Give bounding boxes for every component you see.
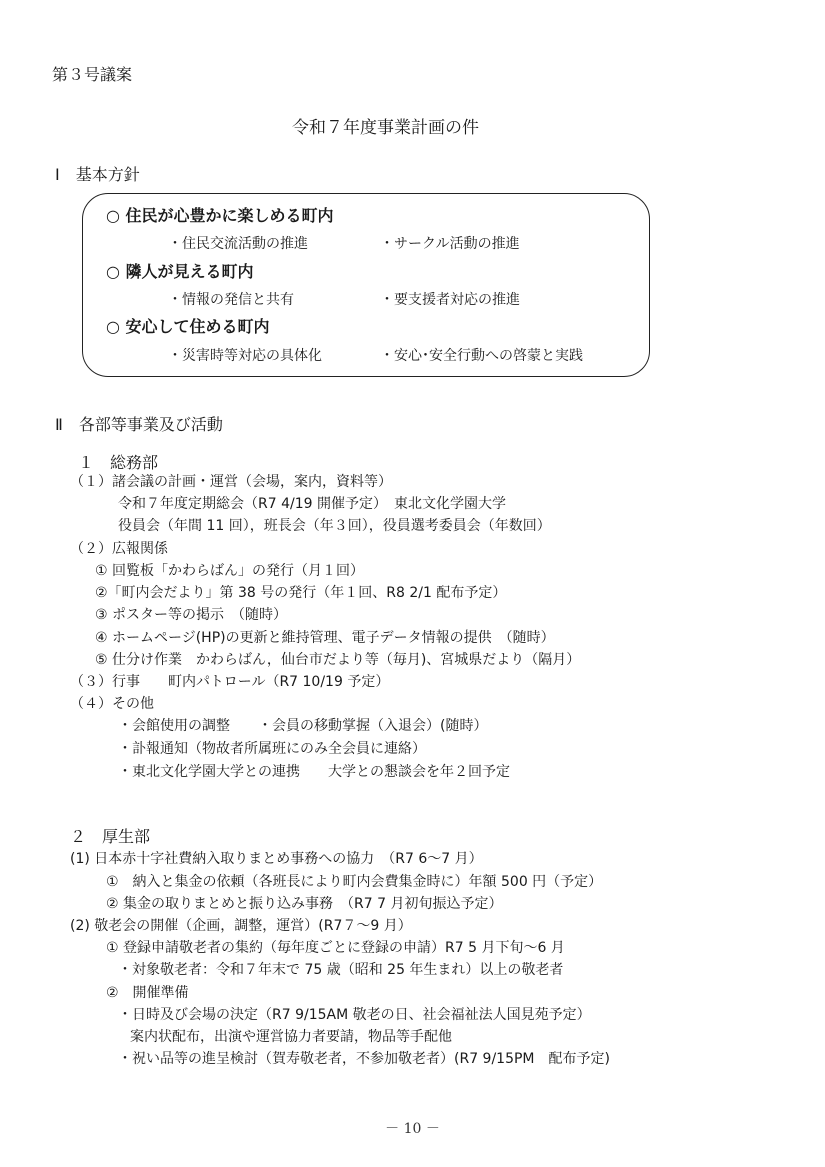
section1-heading: Ⅰ 基本方針 [55, 165, 140, 184]
soumu-heading: １ 総務部 [78, 453, 159, 472]
kousei-line: ・日時及び会場の決定（R7 9/15AM 敬老の日、社会福祉法人国見苑予定） [118, 1007, 591, 1023]
soumu-line: 役員会（年間 11 回），班長会（年３回），役員選考委員会（年数回） [118, 518, 551, 534]
section2-heading: Ⅱ 各部等事業及び活動 [55, 415, 223, 434]
policy-item-1-title: ○ 住民が心豊かに楽しめる町内 [106, 206, 334, 225]
policy-item-3-sub-b: ・安心･安全行動への啓蒙と実践 [380, 348, 583, 364]
soumu-line: ① 回覧板「かわらばん」の発行（月１回） [95, 563, 364, 579]
kousei-line: ② 集金の取りまとめと振り込み事務 （R7 7 月初旬振込予定） [106, 896, 503, 912]
soumu-line: ⑤ 仕分け作業 かわらばん，仙台市だより等（毎月)、宮城県だより（隔月） [95, 652, 581, 668]
soumu-line: ④ ホームページ(HP)の更新と維持管理、電子データ情報の提供 （随時） [95, 630, 555, 646]
kousei-line: (1) 日本赤十字社費納入取りまとめ事務への協力 （R7 6～7 月） [70, 851, 483, 867]
soumu-line: （３）行事 町内パトロール（R7 10/19 予定） [70, 674, 390, 690]
policy-item-2-title: ○ 隣人が見える町内 [106, 262, 254, 281]
soumu-line: ③ ポスター等の掲示 （随時） [95, 607, 288, 623]
kousei-line: ① 納入と集金の依頼（各班長により町内会費集金時に）年額 500 円（予定） [106, 874, 603, 890]
policy-item-3-title: ○ 安心して住める町内 [106, 317, 270, 336]
policy-item-1-sub-b: ・サークル活動の推進 [380, 236, 520, 252]
kousei-heading: ２ 厚生部 [70, 827, 151, 846]
policy-item-3-sub-a: ・災害時等対応の具体化 [168, 348, 322, 364]
kousei-line: ・祝い品等の進呈検討（賀寿敬老者，不参加敬老者）(R7 9/15PM 配布予定) [118, 1051, 610, 1067]
soumu-line: （１）諸会議の計画・運営（会場，案内，資料等） [70, 474, 392, 490]
kousei-line: 案内状配布，出演や運営協力者要請，物品等手配他 [130, 1029, 452, 1045]
policy-item-1-sub-a: ・住民交流活動の推進 [168, 236, 308, 252]
kousei-line: ② 開催準備 [106, 985, 189, 1001]
soumu-line: （４）その他 [70, 696, 154, 712]
policy-item-2-sub-b: ・要支援者対応の推進 [380, 292, 520, 308]
soumu-line: ・東北文化学園大学との連携 大学との懇談会を年２回予定 [118, 764, 510, 780]
soumu-line: 令和７年度定期総会（R7 4/19 開催予定） 東北文化学園大学 [118, 496, 506, 512]
policy-item-2-sub-a: ・情報の発信と共有 [168, 292, 294, 308]
soumu-line: ・訃報通知（物故者所属班にのみ全会員に連絡） [118, 741, 426, 757]
kousei-line: ・対象敬老者：令和７年末で 75 歳（昭和 25 年生まれ）以上の敬老者 [118, 962, 564, 978]
soumu-line: ②「町内会だより」第 38 号の発行（年１回、R8 2/1 配布予定） [95, 585, 507, 601]
soumu-line: ・会館使用の調整 ・会員の移動掌握（入退会）(随時） [118, 718, 488, 734]
kousei-line: (2) 敬老会の開催（企画，調整，運営）(R7７～9 月） [70, 918, 412, 934]
page-number: － 10 － [385, 1121, 440, 1137]
kousei-line: ① 登録申請敬老者の集約（毎年度ごとに登録の申請）R7 5 月下旬～6 月 [106, 940, 565, 956]
soumu-line: （２）広報関係 [70, 541, 168, 557]
bill-number: 第３号議案 [52, 65, 133, 84]
document-title: 令和７年度事業計画の件 [292, 118, 479, 138]
